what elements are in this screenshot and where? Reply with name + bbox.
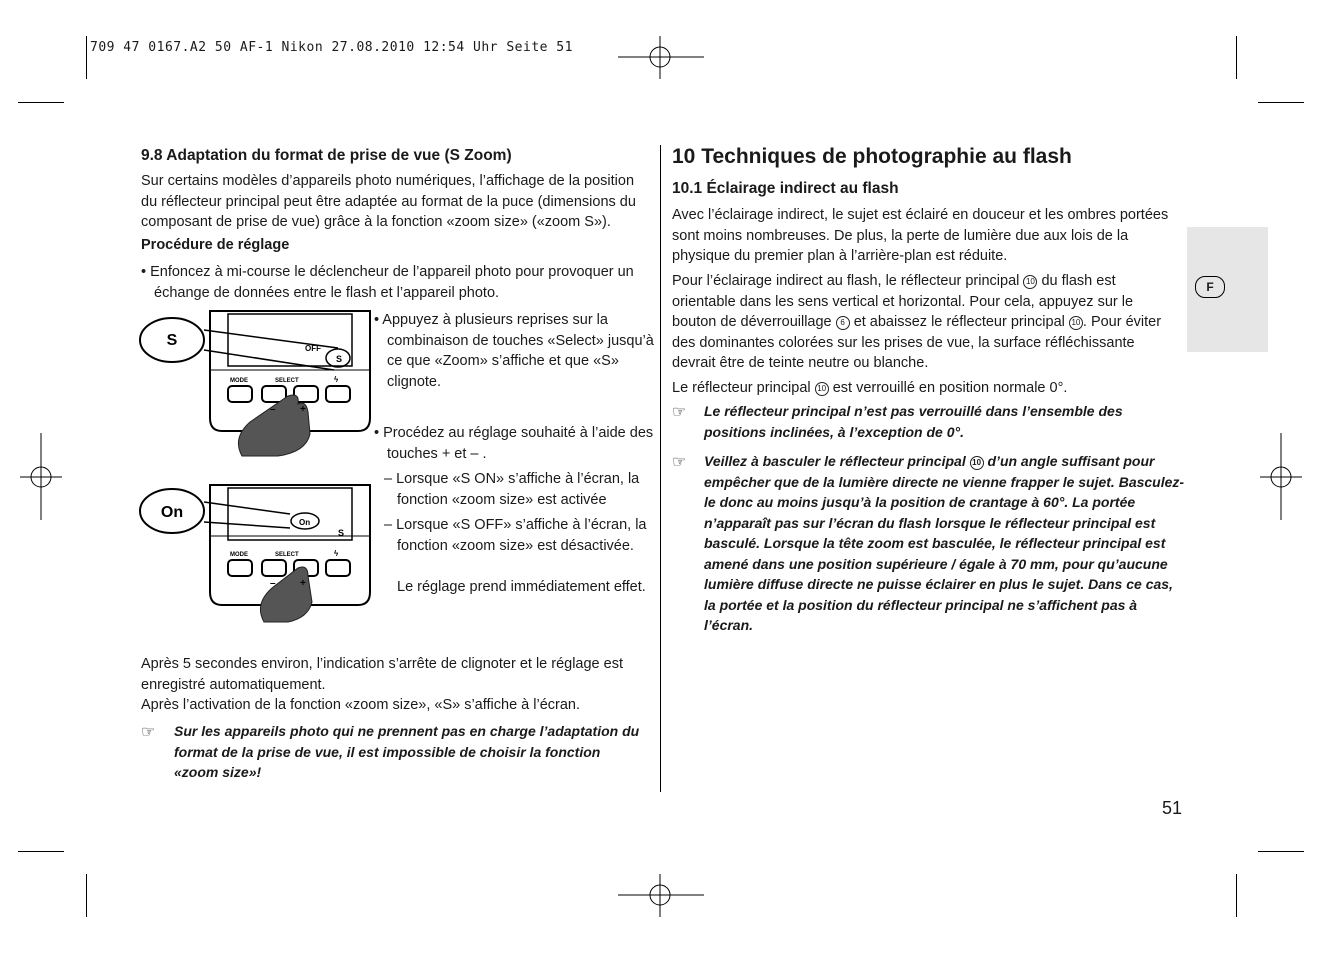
section-title-10-1: 10.1 Éclairage indirect au flash [672,180,899,197]
tilt-note-text-2: d’un angle suffisant pour empêcher que de la lumière directe ne vienne frapper le sujet. Basculez-le donc au moins jusqu’à la position de crantage à 60°. La portée n’apparaît pas sur l’écran du flash lorsque le réflecteur principal est basculé. Lorsque la tête zoom est basculée, le réflecteur principal est amené dans une position supérieure / égale à 70 mm, pour qu’aucune lumière diffuse directe ne puisse éclairer en plus le sujet. Dans ce cas, la portée et la position du réflecteur principal ne s’affichent pas à l’écran. [704,453,1185,633]
orientation-paragraph [672,271,1172,374]
dash-s-off: – Lorsque «S OFF» s’affiche à l’écran, la fonction «zoom size» est désactivée. [384,517,647,554]
hand-note-icon: ☞ [141,724,156,741]
select-key-label: SELECT [275,552,299,558]
section-title-10: 10 Techniques de photographie au flash [672,145,1072,168]
ref-number: 6 [836,316,850,330]
tilt-angle-note [704,451,1186,636]
orientation-text-3: et abaissez le réflecteur principal [853,314,1065,330]
unsupported-camera-note: Sur les appareils photo qui ne prennent pas en charge l’adaptation du format de la prise de vue, il est impossible de choisir la fonction «zoom size»! [174,723,640,780]
ref-number: 10 [970,456,984,470]
minus-key-label: – [270,578,276,589]
intro-paragraph: Sur certains modèles d’appareils photo numériques, l’affichage de la position du réflecteur principal peut être adaptée au format de la puce (dimensions du composant de prise de vue) grâce à la fonction «zoom size» («zoom S»). [141,173,636,230]
callout-on: On [160,504,184,521]
language-tab [1187,227,1268,352]
lcd-s-label: S [336,354,343,364]
dash-s-on: – Lorsque «S ON» s’affiche à l’écran, la fonction «zoom size» est activée [384,471,640,508]
section-title-9-8: 9.8 Adaptation du format de prise de vue (S Zoom) [141,147,512,164]
bullet-half-press: • Enfoncez à mi-course le déclencheur de l’appareil photo pour provoquer un échange de données entre le flash et l’appareil photo. [141,264,634,301]
hand-note-icon: ☞ [672,454,687,471]
tilt-note-text-1: Veillez à basculer le réflecteur principal [704,453,966,469]
orientation-text-4: . Pour éviter des dominantes colorées sur les prises de vue, la surface réfléchissante devrait être de teinte neutre ou blanche. [672,314,1162,371]
bullet-adjust: • Procédez au réglage souhaité à l’aide des touches + et – . [374,425,654,462]
after-timeout-paragraph: Après 5 secondes environ, l’indication s’arrête de clignoter et le réglage est enregistré automatiquement. [141,656,623,693]
mode-key-label: MODE [230,378,248,384]
ref-number: 10 [1069,316,1083,330]
mode-key-label: MODE [230,552,248,558]
lcd-s-label: S [338,528,345,538]
orientation-text-1: Pour l’éclairage indirect au flash, le réflecteur principal [672,273,1020,289]
plus-key-label: + [300,404,306,415]
locked-position-paragraph [672,378,1172,399]
not-locked-note: Le réflecteur principal n’est pas verrouillé dans l’ensemble des positions inclinées, à l’exception de 0°. [704,403,1123,440]
locked-text-2: est verrouillé en position normale 0°. [832,380,1068,396]
procedure-title: Procédure de réglage [141,237,290,253]
select-key-label: SELECT [275,378,299,384]
locked-text-1: Le réflecteur principal [672,380,811,396]
ref-number: 10 [815,382,829,396]
effect-note: Le réglage prend immédiatement effet. [397,579,646,595]
callout-s: S [166,332,178,349]
minus-key-label: – [270,404,276,415]
after-activation-paragraph: Après l’activation de la fonction «zoom size», «S» s’affiche à l’écran. [141,697,581,713]
print-slug: 709 47 0167.A2 50 AF-1 Nikon 27.08.2010 12:54 Uhr Seite 51 [90,40,573,55]
orientation-text-2: du flash est orientable dans les sens vertical et horizontal. Pour cela, appuyez sur le bouton de déverrouillage [672,273,1134,330]
flash-key-label: ϟ [334,549,339,558]
indirect-light-paragraph: Avec l’éclairage indirect, le sujet est éclairé en douceur et les ombres portées sont moins nombreuses. De plus, la perte de lumière due aux lois de la physique du premier plan à l’arrière-plan est réduite. [672,207,1169,264]
plus-key-label: + [300,578,306,589]
flash-key-label: ϟ [334,375,339,384]
lcd-off-label: OFF [305,344,321,353]
ref-number: 10 [1023,275,1037,289]
bullet-select-keys: • Appuyez à plusieurs reprises sur la combinaison de touches «Select» jusqu’à ce que «Zoom» s’affiche et que «S» clignote. [374,312,654,390]
lcd-on-label: On [299,518,311,527]
flash-panel-figure-off [138,306,374,461]
language-tab-label: F [1195,276,1225,298]
page-number: 51 [1162,798,1183,818]
hand-note-icon: ☞ [672,404,687,421]
flash-panel-figure-on [138,480,374,630]
